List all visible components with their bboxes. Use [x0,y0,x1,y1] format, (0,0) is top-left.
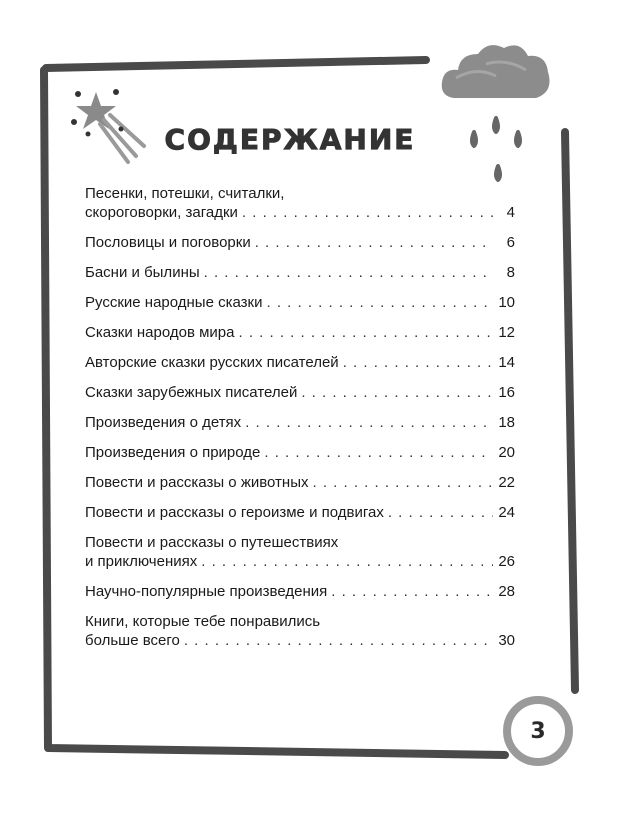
toc-entry-title: Пословицы и поговорки [85,234,251,251]
page-number-badge [503,696,573,766]
toc-leader-dots [201,552,493,571]
toc-entry [85,383,515,402]
toc-entry-title: и приключениях [85,553,198,570]
toc-entry-page: 8 [506,264,515,281]
toc-leader-dots [388,503,493,522]
toc-leader-dots [264,443,493,462]
toc-entry-page: 12 [498,324,515,341]
toc-entry-title: Повести и рассказы о героизме и подвигах [85,504,384,521]
toc-leader-dots [331,582,493,601]
toc-entry-title: скороговорки, загадки [85,204,238,221]
toc-entry [85,612,515,650]
toc-entry-title: Повести и рассказы о путешествиях [85,534,339,551]
toc-entry-title: Повести и рассказы о животных [85,474,309,491]
toc-entry-page: 4 [506,204,515,221]
toc-entry [85,503,515,522]
toc-leader-dots [343,353,493,372]
toc-entry-page: 26 [498,553,515,570]
toc-entry-page: 28 [498,583,515,600]
toc-entry [85,443,515,462]
toc-entry-title: Книги, которые тебе понравились [85,613,321,630]
toc-entry [85,233,515,252]
toc-entry [85,323,515,342]
toc-entry-page: 10 [498,294,515,311]
toc-entry-title: Песенки, потешки, считалки, [85,185,285,202]
toc-entry-page: 6 [506,234,515,251]
toc-entry-title: Научно-популярные произведения [85,583,328,600]
page-number: 3 [530,718,546,744]
toc-entry [85,263,515,282]
toc-entry [85,353,515,372]
toc-leader-dots [255,233,493,252]
toc-leader-dots [266,293,493,312]
toc-entry [85,293,515,312]
toc-entry-page: 16 [498,384,515,401]
toc-entry-title: Русские народные сказки [85,294,263,311]
toc-entry-title: Произведения о природе [85,444,261,461]
rain-cloud-icon [436,36,556,196]
toc-leader-dots [204,263,493,282]
toc-entry-title: Сказки народов мира [85,324,235,341]
toc-entry-page: 24 [498,504,515,521]
toc-entry [85,533,515,571]
toc-entry [85,413,515,432]
toc-entry-title: Сказки зарубежных писателей [85,384,298,401]
toc-entry-title: Басни и былины [85,264,200,281]
toc-entry-page: 18 [498,414,515,431]
toc-leader-dots [242,203,493,222]
toc-entry-title: больше всего [85,632,180,649]
toc-entry [85,184,515,222]
contents-heading: СОДЕРЖАНИЕ [164,123,416,156]
toc-leader-dots [245,413,493,432]
table-of-contents [85,184,515,650]
toc-entry-title: Авторские сказки русских писателей [85,354,339,371]
toc-entry-title: Произведения о детях [85,414,242,431]
toc-leader-dots [312,473,493,492]
toc-entry-page: 30 [498,632,515,649]
toc-leader-dots [301,383,493,402]
toc-leader-dots [184,631,493,650]
toc-leader-dots [238,323,493,342]
toc-entry [85,473,515,492]
toc-entry-page: 20 [498,444,515,461]
toc-entry [85,582,515,601]
toc-entry-page: 22 [498,474,515,491]
toc-entry-page: 14 [498,354,515,371]
